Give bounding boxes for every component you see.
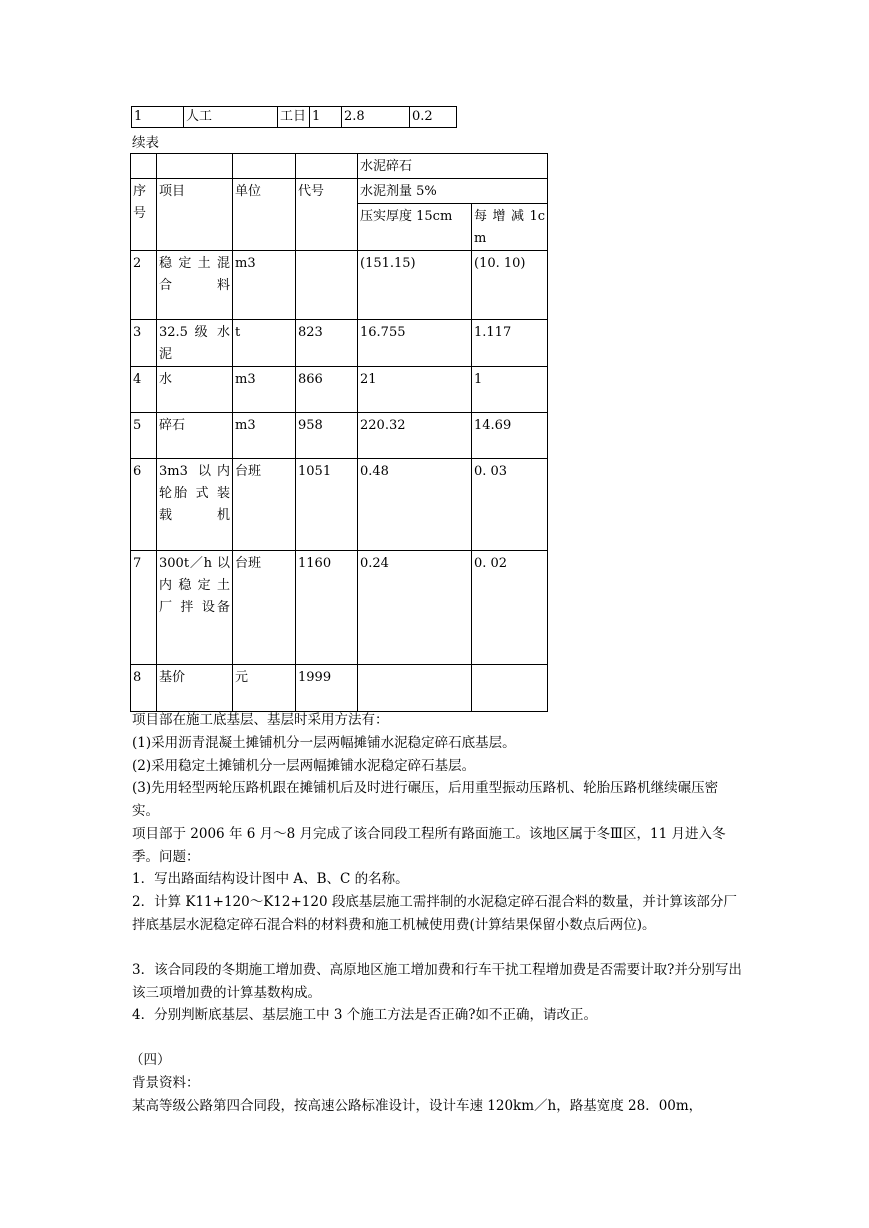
unit-header: 单位	[233, 179, 296, 251]
table-cell: 1	[472, 367, 548, 413]
table-cell	[358, 665, 472, 712]
section-label: 背景资料：	[132, 1075, 200, 1091]
table-cell: 1999	[296, 665, 358, 712]
table-cell: 300t／h 以内 稳 定 土厂 拌 设备	[157, 551, 233, 665]
table-cell: 866	[296, 367, 358, 413]
table-cell: 32.5 级 水泥	[157, 320, 233, 367]
paragraph: (3)先用轻型两轮压路机跟在摊铺机后及时进行碾压，后用重型振动压路机、轮胎压路机继续碾压密实。	[132, 780, 719, 819]
paragraph: 某高等级公路第四合同段，按高速公路标准设计，设计车速 120km／h，路基宽度 28．00m，	[132, 1098, 703, 1114]
table-row	[131, 367, 548, 413]
quota-table	[130, 153, 548, 712]
table-cell: 5	[131, 413, 157, 459]
table-cell: (10. 10)	[472, 251, 548, 320]
table-cell: 8	[131, 665, 157, 712]
question-item: 1．写出路面结构设计图中 A、B、C 的名称。	[132, 871, 409, 887]
table-cell: 稳 定 土 混合料	[157, 251, 233, 320]
table-cell	[233, 154, 296, 179]
cement-dosage-header: 水泥剂量 5%	[358, 179, 548, 204]
table-cell: 21	[358, 367, 472, 413]
table-cell: 元	[233, 665, 296, 712]
table-cell: 4	[131, 367, 157, 413]
table-header-row	[131, 154, 548, 179]
table-cell: 台班	[233, 551, 296, 665]
material-group-header: 水泥碎石	[358, 154, 548, 179]
table-cell: 823	[296, 320, 358, 367]
table-cell: 1	[310, 107, 342, 128]
table-cell: 16.755	[358, 320, 472, 367]
table-row	[131, 413, 548, 459]
table-header-row	[131, 179, 548, 204]
question-item: 3．该合同段的冬期施工增加费、高原地区施工增加费和行车干扰工程增加费是否需要计取?并分别写出该三项增加费的计算基数构成。	[132, 962, 742, 1001]
table-cell: 0.2	[410, 107, 457, 128]
table-cell: t	[233, 320, 296, 367]
table-cell: 2.8	[342, 107, 410, 128]
code-header: 代号	[296, 179, 358, 251]
table-cell: 1051	[296, 459, 358, 551]
table-cell: 工日	[278, 107, 310, 128]
paragraph: 项目部在施工底基层、基层时采用方法有：	[132, 712, 389, 728]
table-cell: 碎石	[157, 413, 233, 459]
table-cell: 1	[132, 107, 184, 128]
table-cell: 0.24	[358, 551, 472, 665]
section-heading: （四）	[130, 1052, 171, 1068]
table-cell	[472, 665, 548, 712]
table-cell: 0. 02	[472, 551, 548, 665]
table-cell: 1.117	[472, 320, 548, 367]
table-cell: 14.69	[472, 413, 548, 459]
table-row	[131, 459, 548, 551]
table-cell: 2	[131, 251, 157, 320]
thickness-header: 压实厚度 15cm	[358, 204, 472, 251]
seq-header: 序号	[131, 179, 157, 251]
table-cell: 基价	[157, 665, 233, 712]
table-cell: 台班	[233, 459, 296, 551]
table-cell: m3	[233, 413, 296, 459]
table-cell: 1160	[296, 551, 358, 665]
question-item: 2．计算 K11+120～K12+120 段底基层施工需拌制的水泥稳定碎石混合料的数量，并计算该部分厂拌底基层水泥稳定碎石混合料的材料费和施工机械使用费(计算结果保留小数点后两位)。	[132, 894, 737, 933]
table-cell: 人工	[184, 107, 278, 128]
table-cell	[296, 251, 358, 320]
table-cell: 3m3 以内轮胎 式 装 载机	[157, 459, 233, 551]
table-cell: 7	[131, 551, 157, 665]
table-cell: 水	[157, 367, 233, 413]
table-cell: 3	[131, 320, 157, 367]
table-cell: m3	[233, 251, 296, 320]
per-change-header: 每 增 减 1cm	[472, 204, 548, 251]
table-cell	[296, 154, 358, 179]
item-header: 项目	[157, 179, 233, 251]
previous-table-last-row	[131, 106, 457, 128]
table-cell: m3	[233, 367, 296, 413]
table-row	[131, 251, 548, 320]
table-cell: 0. 03	[472, 459, 548, 551]
table-row	[131, 665, 548, 712]
table-cell: 0.48	[358, 459, 472, 551]
table-row	[131, 551, 548, 665]
table-row	[132, 107, 457, 128]
paragraph: (2)采用稳定土摊铺机分一层两幅摊铺水泥稳定碎石基层。	[132, 758, 476, 774]
table-cell: 6	[131, 459, 157, 551]
table-cell	[131, 154, 157, 179]
paragraph: (1)采用沥青混凝土摊铺机分一层两幅摊铺水泥稳定碎石底基层。	[132, 735, 516, 751]
continued-label: 续表	[132, 135, 159, 151]
table-cell: 958	[296, 413, 358, 459]
table-cell	[157, 154, 233, 179]
table-row	[131, 320, 548, 367]
table-cell: (151.15)	[358, 251, 472, 320]
paragraph: 项目部于 2006 年 6 月～8 月完成了该合同段工程所有路面施工。该地区属于冬Ⅲ区，11 月进入冬季。问题：	[132, 826, 726, 865]
table-cell: 220.32	[358, 413, 472, 459]
question-item: 4．分别判断底基层、基层施工中 3 个施工方法是否正确?如不正确，请改正。	[132, 1007, 597, 1023]
